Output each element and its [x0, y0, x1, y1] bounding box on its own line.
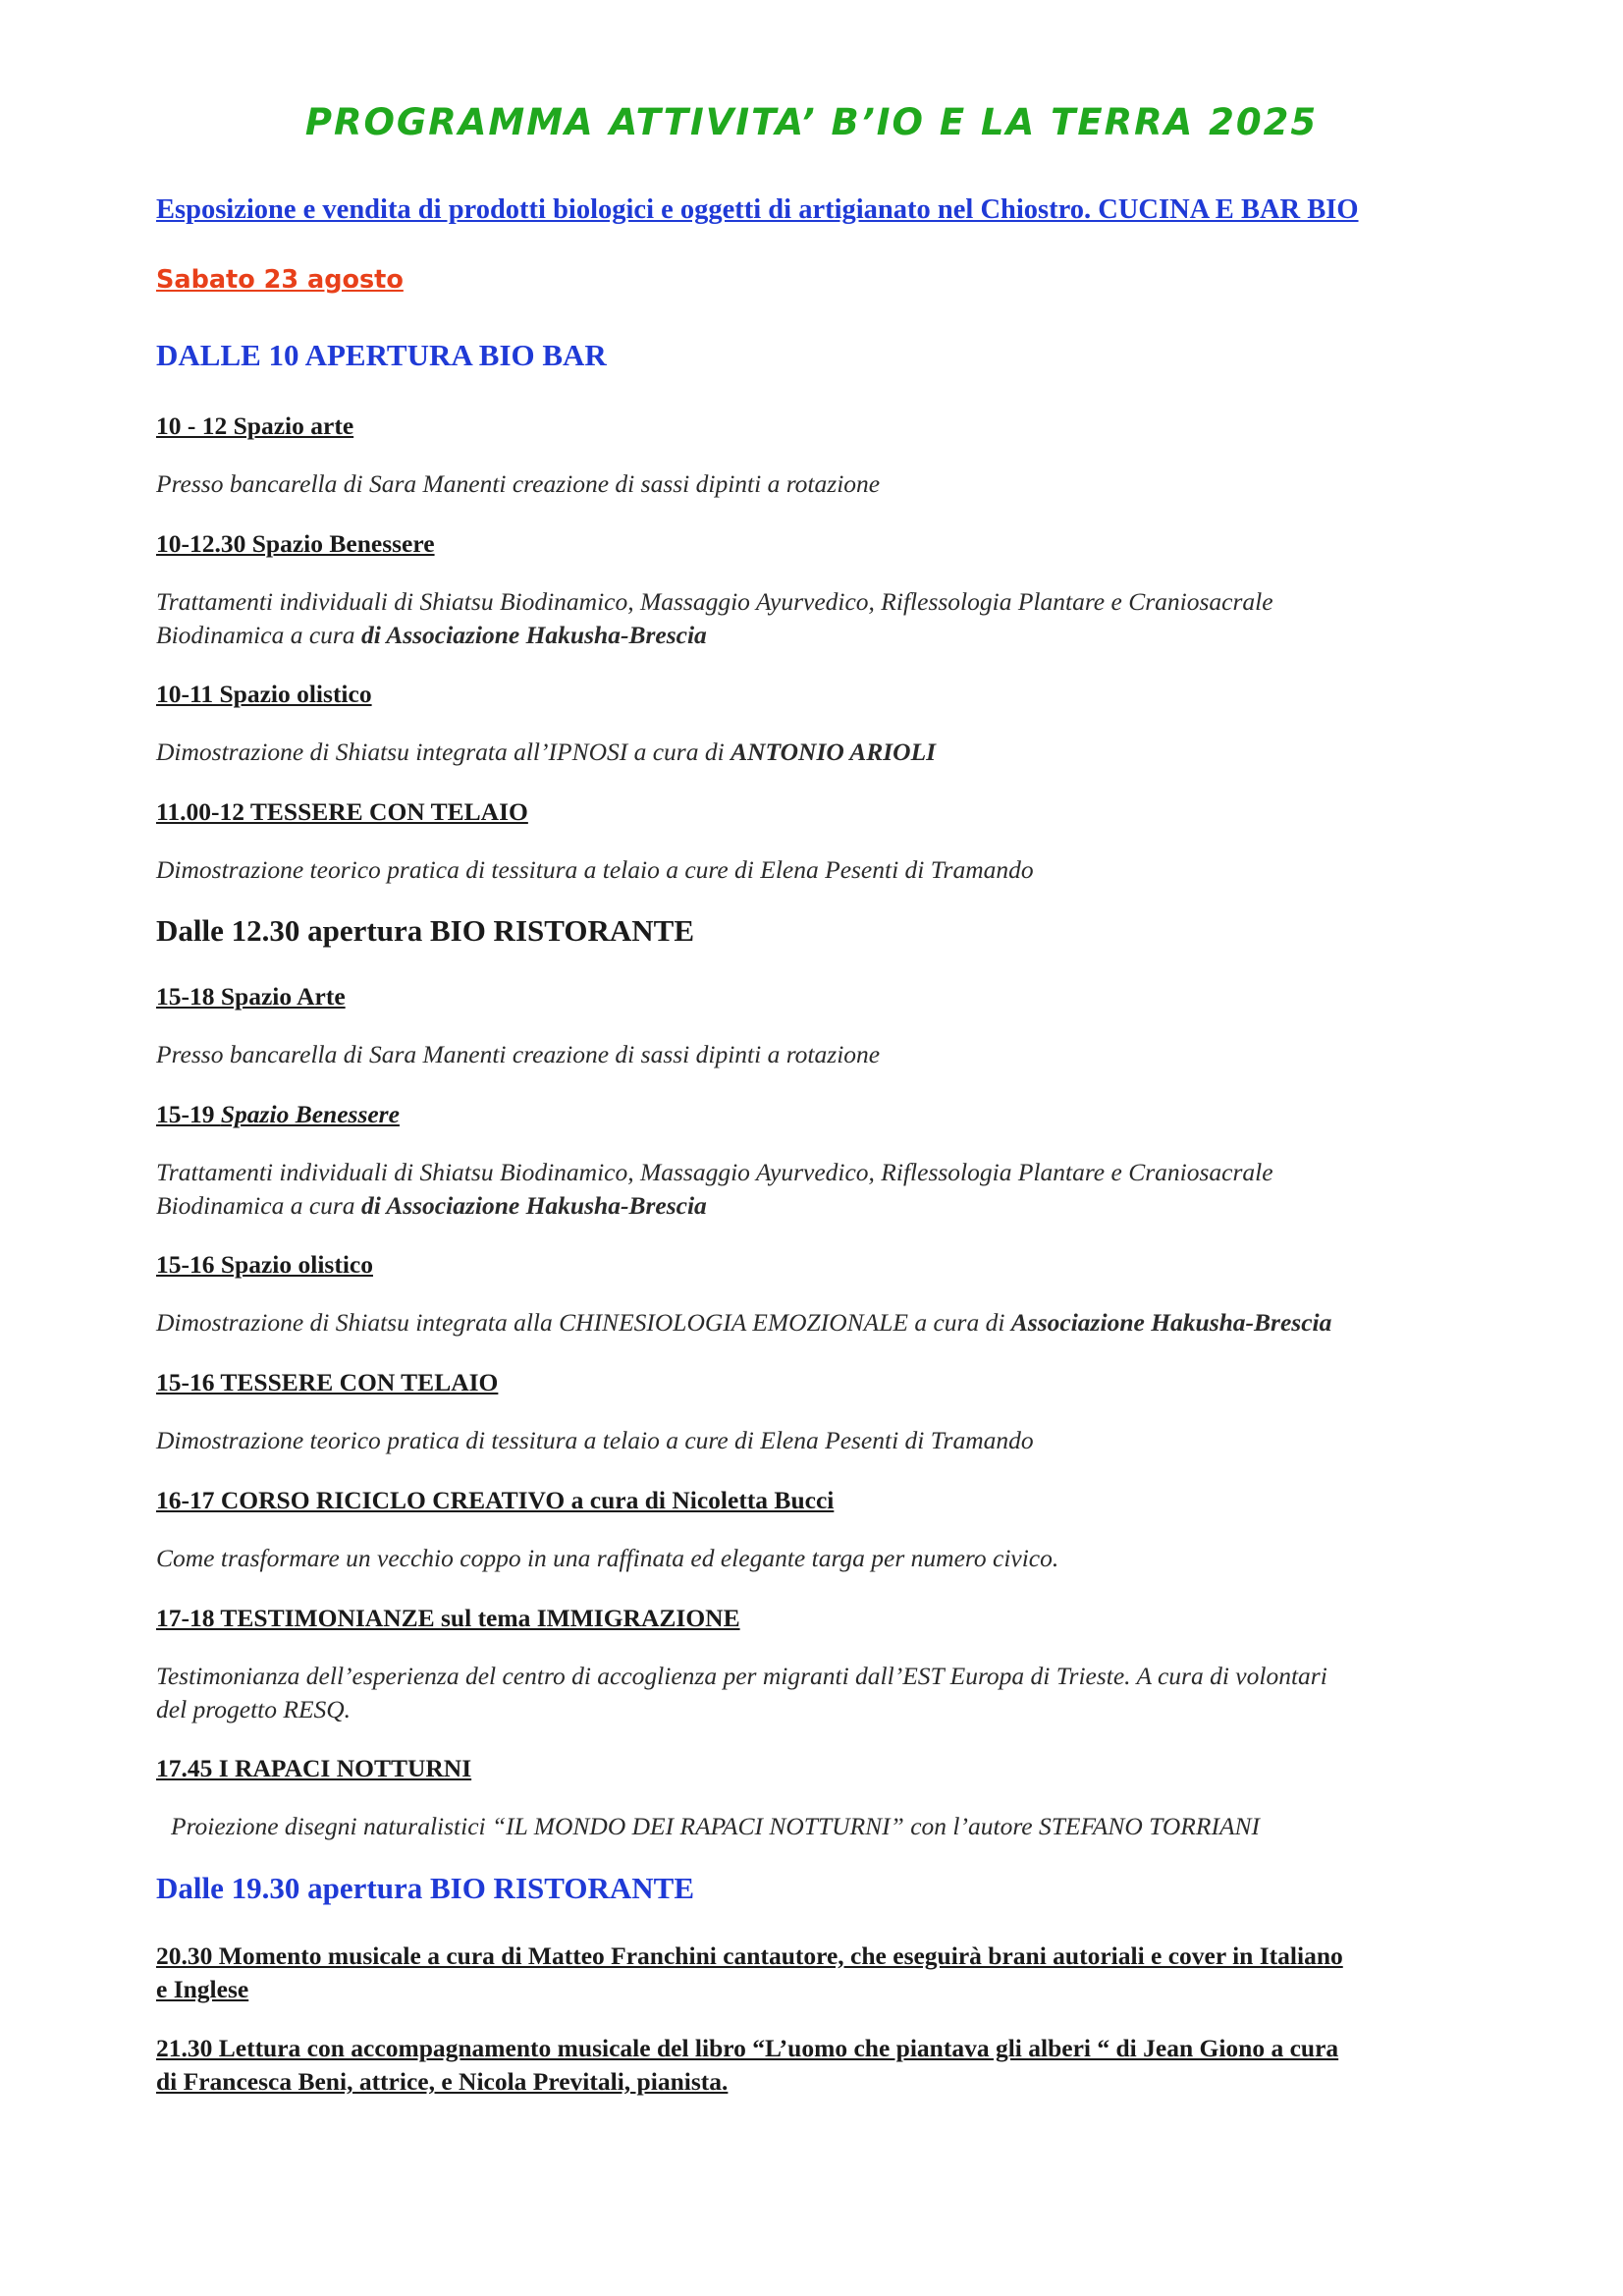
section-heading-bio-bar: DALLE 10 APERTURA BIO BAR [156, 338, 607, 372]
event-title-spazio-arte: 10 - 12 Spazio arte [156, 411, 354, 440]
event-time: 15-19 [156, 1100, 221, 1128]
organizer-name: ANTONIO ARIOLI [730, 738, 937, 766]
event-title-lettura-line2: di Francesca Beni, attrice, e Nicola Previtali, pianista. [156, 2067, 729, 2096]
event-title-spazio-olistico-pm: 15-16 Spazio olistico [156, 1250, 373, 1279]
event-title-tessere-telaio-pm: 15-16 TESSERE CON TELAIO [156, 1368, 499, 1396]
event-description [156, 1308, 1331, 1338]
page-title: PROGRAMMA ATTIVITA’ B’IO E LA TERRA 2025 [304, 101, 1319, 143]
event-description [156, 738, 936, 767]
event-title-momento-musicale-line1: 20.30 Momento musicale a cura di Matteo Franchini cantautore, che eseguirà brani autoriali e cover in Italiano [156, 1941, 1343, 1970]
event-description: Presso bancarella di Sara Manenti creazione di sassi dipinti a rotazione [156, 1040, 881, 1068]
event-title-rapaci-notturni: 17.45 I RAPACI NOTTURNI [156, 1754, 472, 1782]
event-description: Dimostrazione teorico pratica di tessitura a telaio a cure di Elena Pesenti di Tramando [156, 855, 1034, 884]
event-name: Spazio Benessere [220, 1100, 400, 1128]
event-description: Come trasformare un vecchio coppo in una raffinata ed elegante targa per numero civico. [156, 1544, 1059, 1572]
organizer-name: di Associazione Hakusha-Brescia [354, 1191, 707, 1220]
section-heading-bio-ristorante-evening: Dalle 19.30 apertura BIO RISTORANTE [156, 1871, 694, 1905]
description-text: Dimostrazione di Shiatsu integrata alla CHINESIOLOGIA EMOZIONALE a cura di [156, 1308, 1011, 1337]
organizer-name: Associazione Hakusha-Brescia [1010, 1308, 1332, 1337]
event-title-tessere-telaio: 11.00-12 TESSERE CON TELAIO [156, 797, 528, 826]
event-title-spazio-arte-pm: 15-18 Spazio Arte [156, 982, 346, 1011]
event-description-line2: del progetto RESQ. [156, 1695, 352, 1723]
event-description: Dimostrazione teorico pratica di tessitura a telaio a cure di Elena Pesenti di Tramando [156, 1426, 1034, 1454]
section-heading-bio-ristorante: Dalle 12.30 apertura BIO RISTORANTE [156, 913, 694, 948]
event-description-line2 [156, 621, 707, 650]
event-title-testimonianze: 17-18 TESTIMONIANZE sul tema IMMIGRAZIONE [156, 1604, 740, 1632]
event-title-spazio-benessere: 10-12.30 Spazio Benessere [156, 529, 435, 558]
event-description-line1: Trattamenti individuali di Shiatsu Biodinamico, Massaggio Ayurvedico, Riflessologia Plantare e Craniosacrale [156, 587, 1273, 616]
event-description: Presso bancarella di Sara Manenti creazione di sassi dipinti a rotazione [156, 469, 881, 498]
event-description-line1: Testimonianza dell’esperienza del centro di accoglienza per migranti dall’EST Europa di Trieste. A cura di volontari [156, 1662, 1327, 1690]
event-title-riciclo-creativo: 16-17 CORSO RICICLO CREATIVO a cura di Nicoletta Bucci [156, 1486, 835, 1514]
event-date: Sabato 23 agosto [156, 265, 404, 295]
event-title-momento-musicale-line2: e Inglese [156, 1975, 249, 2003]
event-description: Proiezione disegni naturalistici “IL MONDO DEI RAPACI NOTTURNI” con l’autore STEFANO TORRIANI [171, 1812, 1261, 1840]
event-description-line2 [156, 1191, 707, 1221]
event-title-spazio-olistico: 10-11 Spazio olistico [156, 680, 372, 708]
subtitle-link[interactable]: Esposizione e vendita di prodotti biologici e oggetti di artigianato nel Chiostro. CUCINA E BAR BIO [156, 194, 1359, 225]
description-text: Biodinamica a cura [156, 621, 355, 649]
event-title-lettura-line1: 21.30 Lettura con accompagnamento musicale del libro “L’uomo che piantava gli alberi “ di Jean Giono a cura [156, 2034, 1339, 2062]
organizer-name: di Associazione Hakusha-Brescia [354, 621, 707, 649]
description-text: Dimostrazione di Shiatsu integrata all’IPNOSI a cura di [156, 738, 731, 766]
event-title-spazio-benessere-pm [156, 1100, 400, 1129]
event-description-line1: Trattamenti individuali di Shiatsu Biodinamico, Massaggio Ayurvedico, Riflessologia Plantare e Craniosacrale [156, 1158, 1273, 1186]
description-text: Biodinamica a cura [156, 1191, 355, 1220]
